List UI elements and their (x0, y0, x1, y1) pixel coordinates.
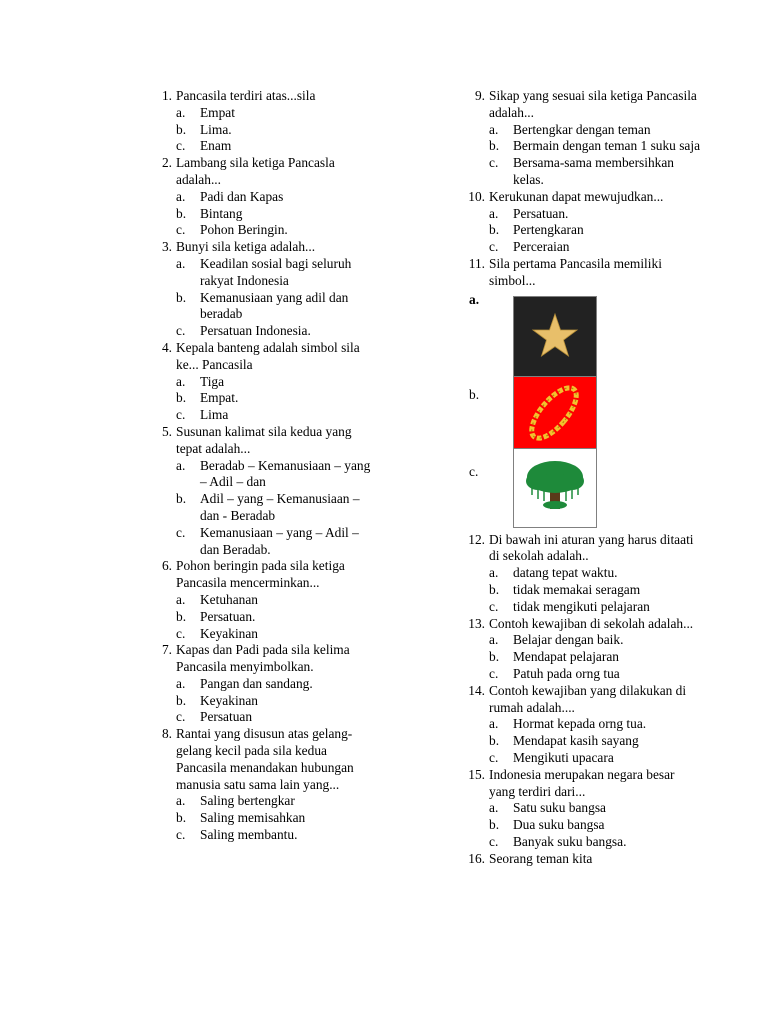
right-top-questions (463, 88, 703, 290)
answer-option (176, 290, 375, 324)
option-text: Bintang (200, 205, 243, 221)
option-letter: a. (489, 205, 499, 221)
answer-option (489, 599, 703, 616)
question-number: 11. (468, 255, 485, 271)
question (150, 239, 375, 340)
flag-label-b: b. (469, 386, 480, 402)
answer-option (176, 676, 375, 693)
option-text: tidak memakai seragam (513, 581, 641, 597)
question (463, 851, 703, 868)
option-text: Adil – yang – Kemanusiaan – dan - Beradab (200, 491, 360, 523)
option-letter: b. (176, 692, 187, 708)
option-text: Bersama-sama membersihkan kelas. (513, 155, 675, 187)
answer-option (176, 256, 375, 290)
answer-option (489, 834, 703, 851)
option-letter: c. (489, 598, 499, 614)
option-letter: c. (176, 625, 186, 641)
answer-option (489, 155, 703, 189)
question-text: Bunyi sila ketiga adalah... (176, 239, 316, 255)
answer-option (489, 716, 703, 733)
option-letter: a. (489, 565, 499, 581)
answer-option (176, 458, 375, 492)
option-letter: c. (489, 833, 499, 849)
option-text: Keyakinan (200, 625, 259, 641)
option-letter: a. (489, 121, 499, 137)
question-text: Indonesia merupakan negara besar yang terdiri dari... (489, 766, 675, 799)
question (150, 88, 375, 155)
answer-option (176, 122, 375, 139)
answer-option (176, 407, 375, 424)
option-letter: c. (489, 239, 499, 255)
option-letter: b. (489, 138, 500, 154)
option-letter: b. (489, 733, 500, 749)
question-number: 2. (161, 155, 172, 171)
question-text: Seorang teman kita (489, 850, 593, 866)
option-text: Satu suku bangsa (513, 800, 606, 816)
answer-option (176, 793, 375, 810)
option-text: Mendapat pelajaran (513, 649, 619, 665)
answer-option (176, 206, 375, 223)
answer-option (176, 374, 375, 391)
right-bottom-questions (463, 532, 703, 868)
answer-option (489, 222, 703, 239)
answer-option (176, 222, 375, 239)
option-text: Persatuan. (513, 205, 569, 221)
chain-icon (514, 377, 596, 449)
option-text: Persatuan Indonesia. (200, 323, 311, 339)
answer-option (489, 649, 703, 666)
answer-option (176, 810, 375, 827)
question-text: Contoh kewajiban di sekolah adalah... (489, 615, 694, 631)
option-letter: b. (176, 608, 187, 624)
option-letter: a. (176, 675, 186, 691)
option-text: Keyakinan (200, 692, 259, 708)
option-text: Saling memisahkan (200, 810, 306, 826)
answer-option (176, 626, 375, 643)
answer-option (176, 827, 375, 844)
question-text: Kerukunan dapat mewujudkan... (489, 188, 664, 204)
question-text: Pohon beringin pada sila ketiga Pancasila mencerminkan... (176, 558, 345, 591)
option-letter: c. (176, 323, 186, 339)
question-number: 14. (468, 682, 485, 698)
answer-option (489, 582, 703, 599)
question (150, 340, 375, 424)
question (463, 256, 703, 290)
chain-flag (513, 376, 597, 450)
option-letter: b. (489, 222, 500, 238)
flag-label-a: a. (469, 291, 480, 307)
answer-option (176, 609, 375, 626)
answer-option (176, 323, 375, 340)
answer-option (489, 800, 703, 817)
question-number: 5. (161, 423, 172, 439)
question-text: Kapas dan Padi pada sila kelima Pancasila menyimbolkan. (176, 642, 350, 675)
answer-option (176, 138, 375, 155)
answer-option (489, 239, 703, 256)
answer-option (176, 592, 375, 609)
option-text: Kemanusiaan yang adil dan beradab (200, 289, 349, 322)
answer-option (489, 206, 703, 223)
option-text: Beradab – Kemanusiaan – yang – Adil – dan (200, 457, 371, 490)
option-text: Pertengkaran (513, 222, 584, 238)
flag-options (463, 292, 703, 532)
option-text: Hormat kepada orng tua. (513, 716, 647, 732)
answer-option (489, 817, 703, 834)
question-number: 16. (468, 850, 485, 866)
option-text: Perceraian (513, 239, 570, 255)
answer-option (489, 138, 703, 155)
option-letter: a. (176, 591, 186, 607)
banyan-tree-flag (513, 448, 597, 528)
question-text: Sikap yang sesuai sila ketiga Pancasila adalah... (489, 88, 697, 120)
banyan-tree-icon (514, 449, 596, 527)
question-number: 8. (161, 726, 172, 742)
option-letter: a. (489, 800, 499, 816)
option-letter: a. (176, 373, 186, 389)
option-text: Pohon Beringin. (200, 222, 288, 238)
option-letter: c. (176, 407, 186, 423)
question (150, 558, 375, 642)
question (150, 424, 375, 558)
question-number: 3. (161, 239, 172, 255)
option-text: Persatuan. (200, 608, 256, 624)
answer-option (176, 491, 375, 525)
answer-option (489, 565, 703, 582)
question-number: 4. (161, 339, 172, 355)
option-letter: c. (176, 138, 186, 154)
answer-option (489, 666, 703, 683)
question-text: Lambang sila ketiga Pancasla adalah... (176, 155, 335, 187)
right-column (463, 88, 703, 868)
option-text: datang tepat waktu. (513, 565, 618, 581)
question (150, 726, 375, 844)
option-text: Mendapat kasih sayang (513, 733, 639, 749)
answer-option (489, 750, 703, 767)
answer-option (176, 189, 375, 206)
left-column (150, 88, 375, 844)
option-letter: c. (489, 665, 499, 681)
star-icon (514, 297, 596, 377)
question-number: 10. (468, 188, 485, 204)
answer-option (489, 632, 703, 649)
option-letter: a. (176, 188, 186, 204)
question-number: 7. (161, 642, 172, 658)
question-text: Susunan kalimat sila kedua yang tepat adalah... (176, 423, 352, 456)
answer-option (489, 122, 703, 139)
question-number: 13. (468, 615, 485, 631)
option-letter: b. (176, 121, 187, 137)
option-letter: b. (489, 817, 500, 833)
question (463, 189, 703, 256)
option-text: Pangan dan sandang. (200, 675, 313, 691)
answer-option (176, 693, 375, 710)
option-text: Bertengkar dengan teman (513, 121, 651, 137)
question-number: 9. (474, 88, 485, 103)
option-letter: c. (176, 524, 186, 540)
option-text: Keadilan sosial bagi seluruh rakyat Indonesia (200, 255, 352, 288)
option-letter: b. (176, 810, 187, 826)
option-text: Saling bertengkar (200, 793, 295, 809)
option-letter: c. (176, 827, 186, 843)
option-letter: b. (489, 581, 500, 597)
question (463, 88, 703, 189)
option-text: Enam (200, 138, 232, 154)
option-text: Ketuhanan (200, 591, 259, 607)
option-text: Mengikuti upacara (513, 749, 614, 765)
option-text: Saling membantu. (200, 827, 298, 843)
question (463, 616, 703, 683)
option-letter: a. (489, 632, 499, 648)
option-letter: b. (176, 390, 187, 406)
option-text: Banyak suku bangsa. (513, 833, 627, 849)
question-text: Rantai yang disusun atas gelang-gelang kecil pada sila kedua Pancasila menandakan hubungan manusia satu sama lain yang... (176, 726, 354, 792)
option-text: Padi dan Kapas (200, 188, 284, 204)
answer-option (176, 709, 375, 726)
star-flag (513, 296, 597, 378)
option-letter: c. (489, 749, 499, 765)
option-text: Lima (200, 407, 229, 423)
question (463, 683, 703, 767)
answer-option (176, 390, 375, 407)
option-letter: b. (489, 649, 500, 665)
question-text: Di bawah ini aturan yang harus ditaati di sekolah adalah.. (489, 531, 694, 564)
option-text: Persatuan (200, 709, 253, 725)
question-text: Kepala banteng adalah simbol sila ke... Pancasila (176, 339, 360, 372)
answer-option (176, 105, 375, 122)
question-number: 6. (161, 558, 172, 574)
answer-option (176, 525, 375, 559)
question-number: 15. (468, 766, 485, 782)
question (463, 767, 703, 851)
option-letter: b. (176, 289, 187, 305)
question (150, 155, 375, 239)
answer-option (489, 733, 703, 750)
option-text: Empat. (200, 390, 239, 406)
option-text: tidak mengikuti pelajaran (513, 598, 650, 614)
option-letter: c. (176, 222, 186, 238)
question-text: Sila pertama Pancasila memiliki simbol... (489, 255, 662, 288)
question-text: Contoh kewajiban yang dilakukan di rumah adalah.... (489, 682, 687, 715)
flag-label-c: c. (469, 463, 479, 479)
option-text: Kemanusiaan – yang – Adil – dan Beradab. (200, 524, 359, 557)
option-letter: a. (489, 716, 499, 732)
option-text: Belajar dengan baik. (513, 632, 624, 648)
question-text: Pancasila terdiri atas...sila (176, 88, 316, 103)
option-text: Lima. (200, 121, 232, 137)
option-letter: c. (176, 709, 186, 725)
option-text: Dua suku bangsa (513, 817, 605, 833)
option-letter: b. (176, 491, 187, 507)
option-letter: a. (176, 255, 186, 271)
question (463, 532, 703, 616)
option-letter: c. (489, 155, 499, 171)
question-number: 1. (161, 88, 172, 103)
option-text: Patuh pada orng tua (513, 665, 620, 681)
question (150, 642, 375, 726)
option-letter: a. (176, 457, 186, 473)
question-number: 12. (468, 531, 485, 547)
option-letter: a. (176, 793, 186, 809)
option-text: Bermain dengan teman 1 suku saja (513, 138, 701, 154)
option-letter: b. (176, 205, 187, 221)
option-text: Empat (200, 104, 235, 120)
option-letter: a. (176, 104, 186, 120)
option-text: Tiga (200, 373, 225, 389)
